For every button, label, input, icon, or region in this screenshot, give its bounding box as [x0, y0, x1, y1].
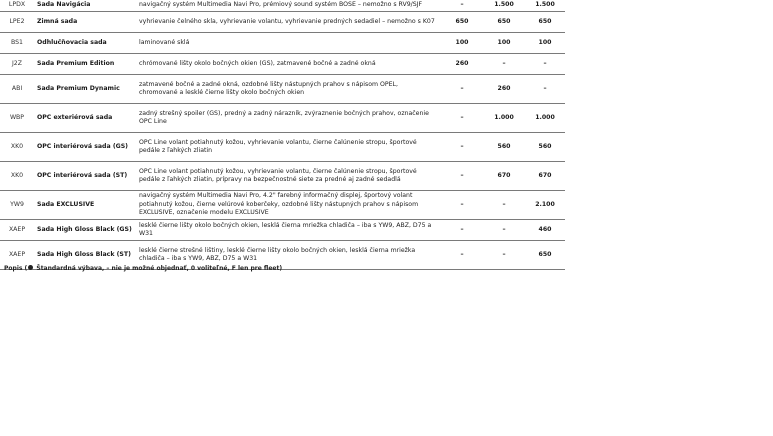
- option-code: XK0: [0, 162, 34, 191]
- legend-prefix: Popis (: [4, 265, 28, 272]
- price-col-3: 650: [525, 12, 565, 33]
- price-col-2: –: [483, 241, 525, 270]
- price-col-1: 650: [441, 12, 483, 33]
- package-name: OPC interiérová sada (GS): [34, 133, 136, 162]
- table-row: [0, 104, 565, 133]
- table-row: [0, 0, 565, 12]
- table-row: [0, 191, 565, 220]
- table-row: [0, 33, 565, 54]
- package-name: Sada Premium Dynamic: [34, 75, 136, 104]
- equipment-price-sheet: [0, 0, 565, 270]
- price-col-1: –: [441, 162, 483, 191]
- table-row: [0, 12, 565, 33]
- price-col-2: 260: [483, 75, 525, 104]
- price-col-2: 560: [483, 133, 525, 162]
- option-code: ABI: [0, 75, 34, 104]
- price-col-3: 1.000: [525, 104, 565, 133]
- price-col-2: –: [483, 191, 525, 220]
- price-col-2: –: [483, 54, 525, 75]
- package-description: vyhrievanie čelného skla, vyhrievanie volantu, vyhrievanie predných sedadiel – nemožno s K07: [136, 12, 441, 33]
- price-col-2: 1.500: [483, 0, 525, 12]
- table-row: [0, 54, 565, 75]
- package-name: OPC interiérová sada (ST): [34, 162, 136, 191]
- price-col-1: –: [441, 241, 483, 270]
- option-code: LPE2: [0, 12, 34, 33]
- price-col-3: 100: [525, 33, 565, 54]
- option-code: BS1: [0, 33, 34, 54]
- price-col-2: 670: [483, 162, 525, 191]
- price-col-1: –: [441, 133, 483, 162]
- legend-note: [4, 265, 282, 272]
- package-name: Odhlučňovacia sada: [34, 33, 136, 54]
- table-row: [0, 133, 565, 162]
- price-col-3: 650: [525, 241, 565, 270]
- option-code: XAEP: [0, 241, 34, 270]
- package-description: zadný strešný spoiler (GS), predný a zadný nárazník, zvýraznenie bočných prahov, označenie OPC Line: [136, 104, 441, 133]
- package-description: OPC Line volant potiahnutý kožou, vyhrievanie volantu, čierne čalúnenie stropu, športové pedále z ľahkých zliatin: [136, 133, 441, 162]
- option-code: XK0: [0, 133, 34, 162]
- price-col-1: –: [441, 220, 483, 241]
- price-col-2: 1.000: [483, 104, 525, 133]
- price-col-1: –: [441, 0, 483, 12]
- price-col-3: 670: [525, 162, 565, 191]
- package-name: Sada Navigácia: [34, 0, 136, 12]
- option-code: XAEP: [0, 220, 34, 241]
- price-col-3: 560: [525, 133, 565, 162]
- package-description: lesklé čierne strešné lištiny, lesklé čierne lišty okolo bočných okien, lesklá čierna mriežka chladiča – iba s YW9, ABZ, D75 a W31: [136, 241, 441, 270]
- package-description: OPC Line volant potiahnutý kožou, vyhrievanie volantu, čierne čalúnenie stropu, športové pedále z ľahkých zliatin, prípravy na bezpečnostné siete za predné aj zadné sedadlá: [136, 162, 441, 191]
- option-code: WBP: [0, 104, 34, 133]
- legend-text: Štandardná výbava, – nie je možné objednať, 0 voliteľné, F len pre fleet): [34, 265, 283, 272]
- package-description: chrómované lišty okolo bočných okien (GS), zatmavené bočné a zadné okná: [136, 54, 441, 75]
- package-name: Zimná sada: [34, 12, 136, 33]
- package-name: OPC exteriérová sada: [34, 104, 136, 133]
- price-col-2: 100: [483, 33, 525, 54]
- package-description: navigačný systém Multimedia Navi Pro, 4.2" farebný informačný displej, športový volant potiahnutý kožou, čierne velúrové koberčeky, ozdobné lišty nástupných prahov s nápisom EXCLUSIVE, označenie modelu EXCLUSIVE: [136, 191, 441, 220]
- package-description: navigačný systém Multimedia Navi Pro, prémiový sound systém BOSE – nemožno s RV9/SJF: [136, 0, 441, 12]
- package-name: Sada EXCLUSIVE: [34, 191, 136, 220]
- price-col-3: 460: [525, 220, 565, 241]
- price-col-3: 2.100: [525, 191, 565, 220]
- price-col-3: –: [525, 54, 565, 75]
- price-col-3: –: [525, 75, 565, 104]
- price-col-1: –: [441, 75, 483, 104]
- standard-equipment-dot-icon: [28, 265, 33, 270]
- price-col-1: –: [441, 191, 483, 220]
- option-code: LPDX: [0, 0, 34, 12]
- price-col-1: 260: [441, 54, 483, 75]
- package-description: lesklé čierne lišty okolo bočných okien, lesklá čierna mriežka chladiča – iba s YW9, ABZ, D75 a W31: [136, 220, 441, 241]
- package-description: zatmavené bočné a zadné okná, ozdobné lišty nástupných prahov s nápisom OPEL, chromované a lesklé čierne lišty okolo bočných okien: [136, 75, 441, 104]
- table-row: [0, 75, 565, 104]
- package-name: Sada High Gloss Black (GS): [34, 220, 136, 241]
- price-col-3: 1.500: [525, 0, 565, 12]
- price-col-2: –: [483, 220, 525, 241]
- price-col-2: 650: [483, 12, 525, 33]
- price-col-1: –: [441, 104, 483, 133]
- table-row: [0, 220, 565, 241]
- option-code: J2Z: [0, 54, 34, 75]
- package-name: Sada Premium Edition: [34, 54, 136, 75]
- price-col-1: 100: [441, 33, 483, 54]
- package-description: laminované sklá: [136, 33, 441, 54]
- package-name: Sada High Gloss Black (ST): [34, 241, 136, 270]
- table-row: [0, 162, 565, 191]
- option-code: YW9: [0, 191, 34, 220]
- equipment-packages-table: [0, 0, 565, 270]
